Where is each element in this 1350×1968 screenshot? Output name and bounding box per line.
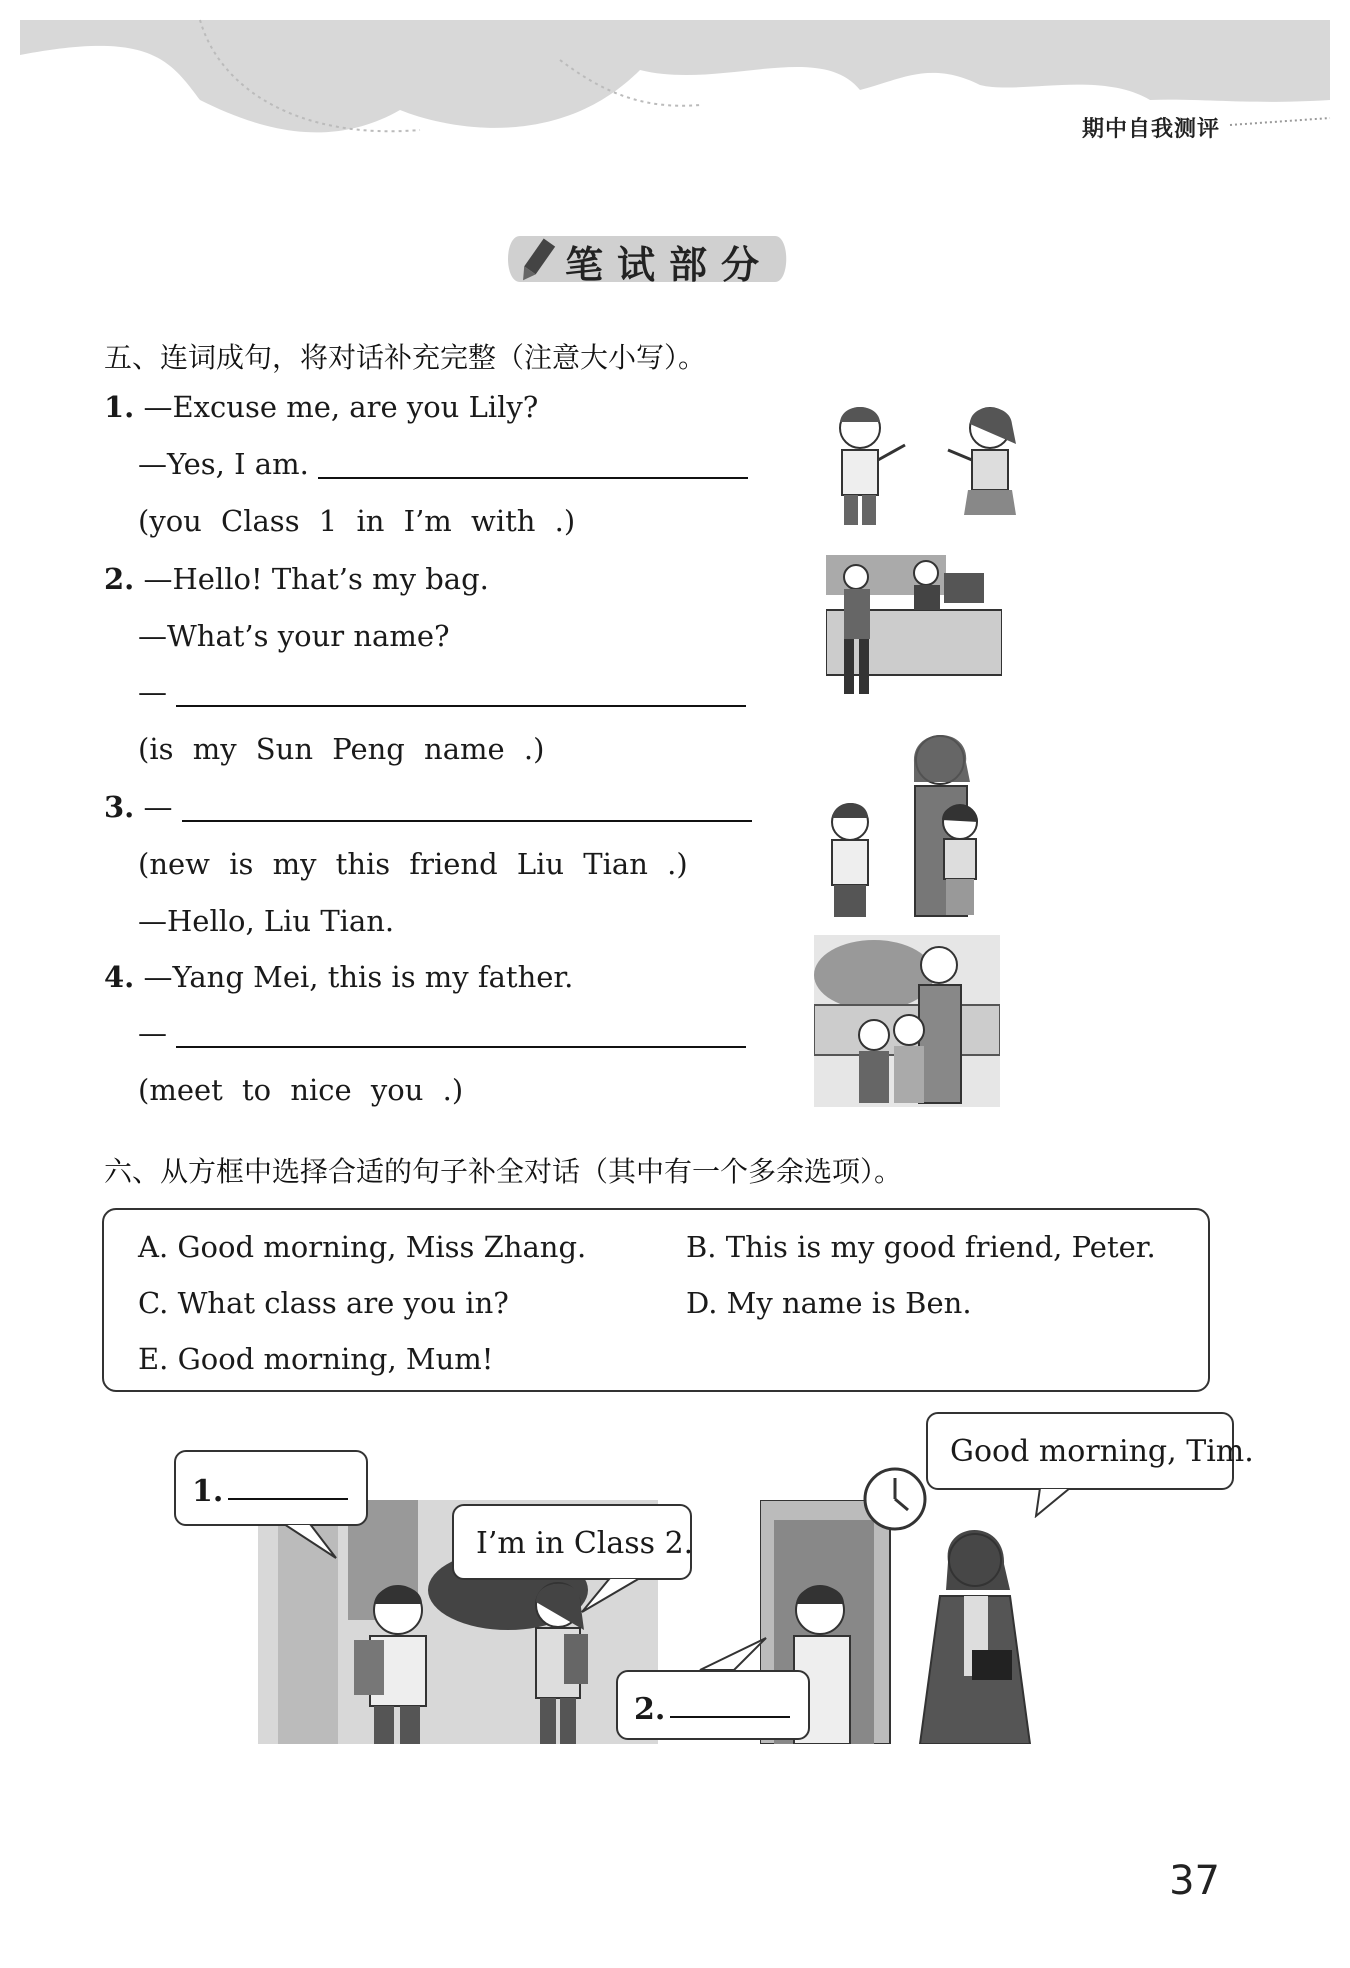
dialogue-line: — xyxy=(138,675,167,709)
answer-blank[interactable] xyxy=(176,679,746,707)
answer-blank[interactable] xyxy=(228,1472,348,1500)
option-box xyxy=(102,1208,1210,1392)
bubble-number: 1. xyxy=(192,1474,224,1509)
q2-line1 xyxy=(104,562,489,596)
q3-hint: (new is my this friend Liu Tian .) xyxy=(138,847,688,881)
answer-blank[interactable] xyxy=(318,451,748,479)
speech-bubble-greeting xyxy=(926,1412,1254,1490)
q2-hint: (is my Sun Peng name .) xyxy=(138,732,545,766)
answer-blank[interactable] xyxy=(182,794,752,822)
dialogue-line: —Hello! That’s my bag. xyxy=(143,562,489,596)
option-c: C. What class are you in? xyxy=(138,1286,509,1320)
q2-line3 xyxy=(138,675,746,709)
q4-line1 xyxy=(104,960,574,994)
q2-line2: —What’s your name? xyxy=(138,619,450,653)
answer-blank[interactable] xyxy=(176,1020,746,1048)
bubble-text: Good morning, Tim. xyxy=(950,1434,1254,1469)
q4-hint: (meet to nice you .) xyxy=(138,1073,464,1107)
q4-line2 xyxy=(138,1016,746,1050)
clock-icon xyxy=(862,1466,928,1532)
q2-illustration xyxy=(826,555,1002,700)
speech-bubble-class-reply xyxy=(452,1504,692,1580)
q3-line1 xyxy=(104,790,752,824)
q1-hint: (you Class 1 in I’m with .) xyxy=(138,504,576,538)
dialogue-line: —Yes, I am. xyxy=(138,447,309,481)
question-number: 2. xyxy=(104,562,135,596)
speech-bubble-blank-1 xyxy=(174,1450,368,1526)
option-a: A. Good morning, Miss Zhang. xyxy=(138,1230,587,1264)
dialogue-line: — xyxy=(143,790,173,824)
header-title: 期中自我测评 xyxy=(1081,117,1220,142)
q4-illustration xyxy=(814,935,1000,1107)
section-title: 笔试部分 xyxy=(565,243,774,287)
question-number: 4. xyxy=(104,960,135,994)
question-number: 1. xyxy=(104,390,135,424)
page-number: 37 xyxy=(1169,1858,1220,1904)
q1-line2 xyxy=(138,447,748,481)
dialogue-line: — xyxy=(138,1016,167,1050)
dialogue-line: —Yang Mei, this is my father. xyxy=(143,960,574,994)
option-e: E. Good morning, Mum! xyxy=(138,1342,494,1376)
bubble-number: 2. xyxy=(634,1692,666,1727)
part5-instruction: 五、连词成句，将对话补充完整（注意大小写）。 xyxy=(104,341,707,374)
option-d: D. My name is Ben. xyxy=(686,1286,972,1320)
bubble-tail xyxy=(1030,1488,1090,1518)
q3-illustration xyxy=(820,722,1016,922)
q3-line2: —Hello, Liu Tian. xyxy=(138,904,395,938)
question-number: 3. xyxy=(104,790,135,824)
bubble-text: I’m in Class 2. xyxy=(476,1526,694,1561)
speech-bubble-blank-2 xyxy=(616,1670,810,1740)
bubble-tail xyxy=(690,1636,770,1672)
bubble-tail xyxy=(280,1524,340,1560)
bubble-tail xyxy=(580,1578,650,1614)
option-b: B. This is my good friend, Peter. xyxy=(686,1230,1156,1264)
q1-line1 xyxy=(104,390,539,424)
dialogue-line: —Excuse me, are you Lily? xyxy=(143,390,539,424)
answer-blank[interactable] xyxy=(670,1690,790,1718)
q1-illustration xyxy=(820,400,1040,530)
part6-instruction: 六、从方框中选择合适的句子补全对话（其中有一个多余选项）。 xyxy=(104,1155,903,1188)
